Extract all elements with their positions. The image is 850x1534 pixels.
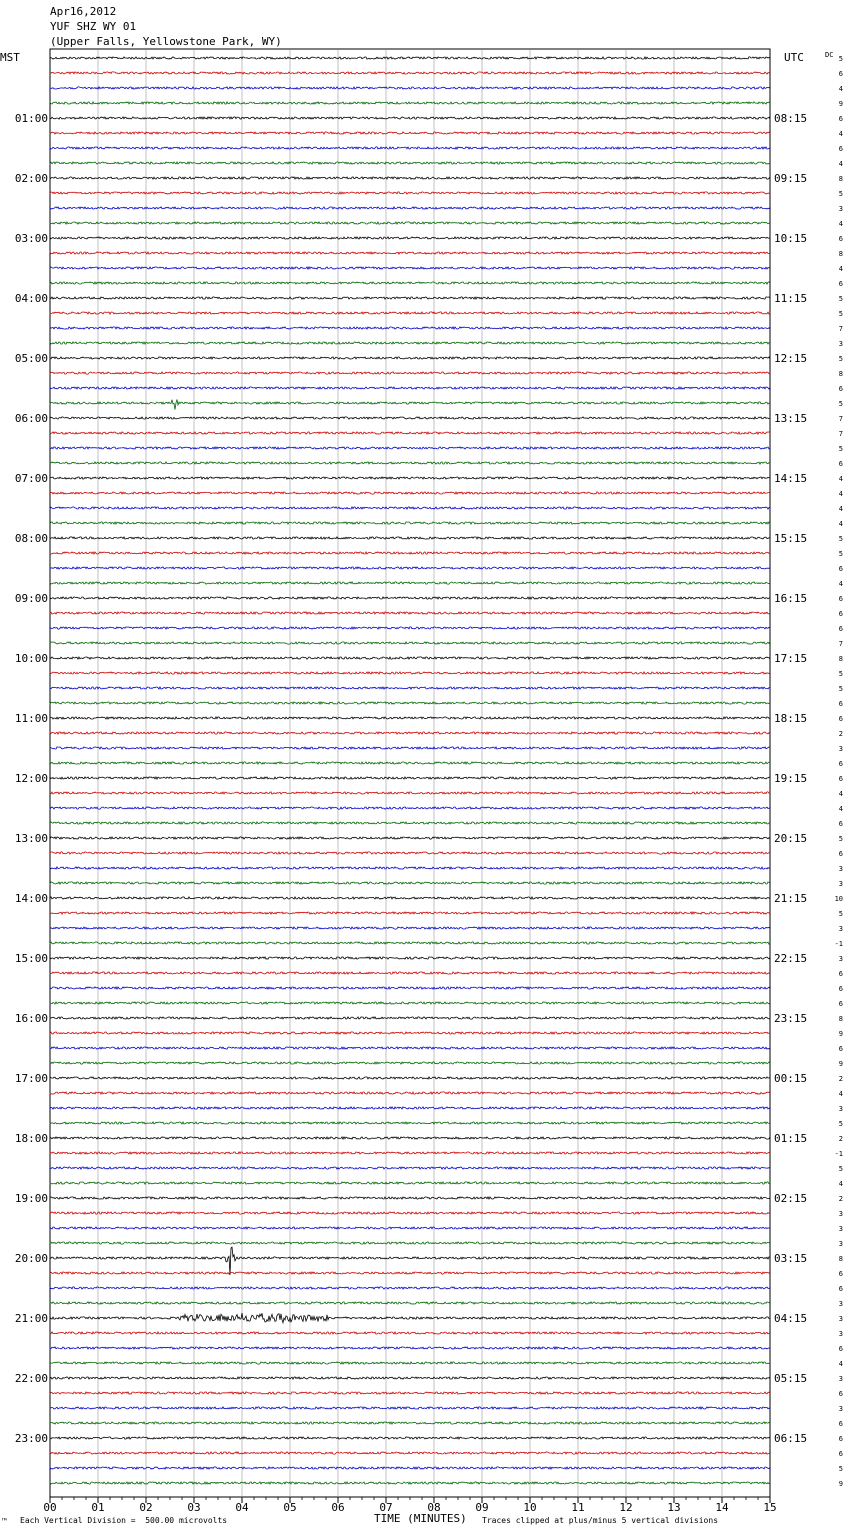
trace-line — [50, 1182, 770, 1184]
trace-line — [50, 507, 770, 509]
x-tick-label: 02 — [139, 1501, 153, 1514]
dc-offset-label: 6 — [838, 1285, 843, 1293]
right-hour-label: 20:15 — [774, 832, 808, 845]
trace-line — [50, 1227, 770, 1229]
dc-offset-label: 7 — [838, 415, 843, 423]
left-hour-label: 13:00 — [14, 832, 48, 845]
right-hour-label: 13:15 — [774, 412, 808, 425]
dc-offset-label: 6 — [838, 625, 843, 633]
dc-offset-label: 3 — [838, 1210, 843, 1218]
dc-offset-label: 3 — [838, 205, 843, 213]
trace-line — [50, 1047, 770, 1049]
dc-offset-label: 6 — [838, 1420, 843, 1428]
trace-line — [50, 252, 770, 254]
trace-line — [50, 417, 770, 419]
trace-line — [50, 1122, 770, 1124]
trace-line — [50, 222, 770, 224]
trace-line — [50, 792, 770, 794]
x-tick-label: 15 — [763, 1501, 777, 1514]
header-location: (Upper Falls, Yellowstone Park, WY) — [50, 35, 282, 48]
left-hour-label: 19:00 — [14, 1192, 48, 1205]
trace-line — [50, 807, 770, 809]
dc-offset-label: 4 — [838, 805, 843, 813]
dc-offset-label: 2 — [838, 1075, 843, 1083]
trace-line — [50, 282, 770, 284]
dc-offset-label: 4 — [838, 505, 843, 513]
trace-line — [50, 237, 770, 239]
corner-mark: ™ — [2, 1517, 7, 1526]
dc-offset-label: -1 — [834, 940, 843, 948]
right-hour-label: 09:15 — [774, 172, 808, 185]
dc-offset-label: 7 — [838, 325, 843, 333]
dc-offset-label: 6 — [838, 610, 843, 618]
left-hour-label: 08:00 — [14, 532, 48, 545]
x-tick-label: 08 — [427, 1501, 441, 1514]
trace-line — [50, 447, 770, 449]
trace-line — [50, 927, 770, 929]
dc-offset-label: 6 — [838, 1270, 843, 1278]
x-tick-label: 12 — [619, 1501, 633, 1514]
left-hour-label: 21:00 — [14, 1312, 48, 1325]
trace-line — [50, 552, 770, 554]
dc-offset-label: 5 — [838, 55, 843, 63]
trace-line — [50, 1247, 770, 1275]
trace-line — [50, 687, 770, 689]
dc-offset-label: 4 — [838, 490, 843, 498]
dc-offset-label: 2 — [838, 730, 843, 738]
trace-line — [50, 1467, 770, 1469]
dc-offset-label: 5 — [838, 1165, 843, 1173]
trace-line — [50, 972, 770, 974]
trace-line — [50, 87, 770, 89]
dc-offset-label: 9 — [838, 1060, 843, 1068]
trace-line — [50, 1313, 770, 1323]
trace-line — [50, 1377, 770, 1379]
trace-line — [50, 582, 770, 584]
dc-offset-label: 5 — [838, 400, 843, 408]
trace-line — [50, 342, 770, 344]
clip-note: Traces clipped at plus/minus 5 vertical divisions — [482, 1516, 719, 1525]
dc-offset-label: 5 — [838, 295, 843, 303]
dc-offset-label: 4 — [838, 1360, 843, 1368]
trace-line — [50, 400, 770, 410]
trace-line — [50, 267, 770, 269]
trace-line — [50, 1437, 770, 1439]
dc-offset-label: 6 — [838, 700, 843, 708]
trace-line — [50, 117, 770, 119]
dc-offset-label: 3 — [838, 1225, 843, 1233]
left-hour-label: 23:00 — [14, 1432, 48, 1445]
trace-line — [50, 192, 770, 194]
right-hour-label: 08:15 — [774, 112, 808, 125]
x-tick-label: 01 — [91, 1501, 105, 1514]
dc-offset-label: 5 — [838, 550, 843, 558]
left-hour-label: 15:00 — [14, 952, 48, 965]
trace-line — [50, 567, 770, 569]
dc-offset-label: 6 — [838, 820, 843, 828]
trace-line — [50, 432, 770, 434]
right-hour-label: 00:15 — [774, 1072, 808, 1085]
dc-offset-label: -1 — [834, 1150, 843, 1158]
trace-line — [50, 387, 770, 389]
x-tick-label: 14 — [715, 1501, 729, 1514]
trace-line — [50, 147, 770, 149]
trace-line — [50, 462, 770, 464]
trace-line — [50, 1032, 770, 1034]
dc-offset-label: 3 — [838, 865, 843, 873]
left-hour-label: 02:00 — [14, 172, 48, 185]
trace-line — [50, 882, 770, 884]
trace-line — [50, 717, 770, 719]
trace-line — [50, 762, 770, 764]
left-hour-label: 17:00 — [14, 1072, 48, 1085]
trace-line — [50, 672, 770, 674]
dc-offset-label: 6 — [838, 70, 843, 78]
trace-line — [50, 822, 770, 824]
trace-line — [50, 897, 770, 899]
right-hour-label: 12:15 — [774, 352, 808, 365]
dc-offset-label: 9 — [838, 1480, 843, 1488]
dc-offset-label: 4 — [838, 130, 843, 138]
trace-line — [50, 477, 770, 479]
trace-line — [50, 1392, 770, 1394]
x-tick-label: 04 — [235, 1501, 249, 1514]
dc-offset-label: 5 — [838, 1120, 843, 1128]
x-tick-label: 05 — [283, 1501, 297, 1514]
trace-line — [50, 372, 770, 374]
dc-offset-label: 6 — [838, 115, 843, 123]
dc-offset-label: 4 — [838, 265, 843, 273]
trace-line — [50, 597, 770, 599]
right-hour-label: 01:15 — [774, 1132, 808, 1145]
dc-offset-label: 6 — [838, 985, 843, 993]
trace-line — [50, 1062, 770, 1064]
left-hour-label: 16:00 — [14, 1012, 48, 1025]
dc-offset-label: 10 — [834, 895, 843, 903]
right-hour-label: 15:15 — [774, 532, 808, 545]
x-tick-label: 09 — [475, 1501, 489, 1514]
x-tick-label: 00 — [43, 1501, 57, 1514]
dc-offset-label: 4 — [838, 790, 843, 798]
dc-offset-label: 4 — [838, 85, 843, 93]
dc-offset-label: 4 — [838, 475, 843, 483]
dc-offset-label: 6 — [838, 1435, 843, 1443]
dc-offset-label: 2 — [838, 1135, 843, 1143]
right-hour-label: 14:15 — [774, 472, 808, 485]
dc-offset-label: 5 — [838, 535, 843, 543]
dc-offset-label: 6 — [838, 595, 843, 603]
x-tick-label: 07 — [379, 1501, 393, 1514]
trace-line — [50, 852, 770, 854]
left-hour-label: 20:00 — [14, 1252, 48, 1265]
dc-offset-label: 8 — [838, 1015, 843, 1023]
dc-offset-label: 8 — [838, 250, 843, 258]
right-hour-label: 03:15 — [774, 1252, 808, 1265]
dc-offset-label: 3 — [838, 1330, 843, 1338]
dc-offset-label: 6 — [838, 460, 843, 468]
x-tick-label: 06 — [331, 1501, 345, 1514]
left-hour-label: 18:00 — [14, 1132, 48, 1145]
trace-line — [50, 957, 770, 959]
trace-line — [50, 867, 770, 869]
right-hour-label: 16:15 — [774, 592, 808, 605]
dc-offset-label: 9 — [838, 100, 843, 108]
dc-offset-label: 4 — [838, 580, 843, 588]
trace-line — [50, 1452, 770, 1454]
trace-line — [50, 1242, 770, 1244]
right-hour-label: 11:15 — [774, 292, 808, 305]
trace-line — [50, 837, 770, 839]
plot-frame — [50, 49, 770, 1497]
dc-offset-label: 5 — [838, 685, 843, 693]
dc-offset-label: 5 — [838, 910, 843, 918]
dc-offset-label: 6 — [838, 235, 843, 243]
dc-offset-label: 5 — [838, 670, 843, 678]
dc-offset-label: 8 — [838, 370, 843, 378]
right-hour-label: 17:15 — [774, 652, 808, 665]
dc-offset-label: 3 — [838, 745, 843, 753]
trace-line — [50, 1362, 770, 1364]
right-hour-label: 04:15 — [774, 1312, 808, 1325]
trace-line — [50, 627, 770, 629]
dc-offset-label: 3 — [838, 1300, 843, 1308]
dc-offset-label: 3 — [838, 1315, 843, 1323]
dc-offset-label: 8 — [838, 655, 843, 663]
dc-offset-label: 6 — [838, 1390, 843, 1398]
x-tick-label: 11 — [571, 1501, 585, 1514]
dc-offset-label: 4 — [838, 160, 843, 168]
left-hour-label: 01:00 — [14, 112, 48, 125]
dc-offset-label: 6 — [838, 1450, 843, 1458]
dc-offset-label: 5 — [838, 355, 843, 363]
x-axis-title: TIME (MINUTES) — [374, 1512, 467, 1525]
trace-line — [50, 1197, 770, 1199]
x-tick-label: 13 — [667, 1501, 681, 1514]
trace-line — [50, 657, 770, 659]
trace-line — [50, 747, 770, 749]
right-timezone-label: UTC — [784, 51, 804, 64]
dc-offset-label: 6 — [838, 565, 843, 573]
dc-offset-label: 7 — [838, 430, 843, 438]
trace-line — [50, 1107, 770, 1109]
trace-line — [50, 1332, 770, 1334]
right-hour-label: 21:15 — [774, 892, 808, 905]
dc-offset-label: 3 — [838, 1375, 843, 1383]
trace-line — [50, 1167, 770, 1169]
dc-offset-label: 5 — [838, 190, 843, 198]
dc-offset-label: 3 — [838, 1240, 843, 1248]
dc-offset-label: 6 — [838, 1000, 843, 1008]
dc-offset-label: 4 — [838, 220, 843, 228]
trace-line — [50, 987, 770, 989]
trace-line — [50, 522, 770, 524]
dc-offset-label: 5 — [838, 835, 843, 843]
left-hour-label: 06:00 — [14, 412, 48, 425]
trace-line — [50, 1017, 770, 1019]
left-hour-label: 09:00 — [14, 592, 48, 605]
trace-line — [50, 1407, 770, 1409]
right-hour-label: 06:15 — [774, 1432, 808, 1445]
trace-line — [50, 1077, 770, 1079]
dc-offset-label: 6 — [838, 1045, 843, 1053]
trace-line — [50, 1152, 770, 1154]
dc-offset-label: 6 — [838, 715, 843, 723]
trace-line — [50, 1212, 770, 1214]
dc-offset-label: 4 — [838, 1090, 843, 1098]
dc-offset-label: 6 — [838, 760, 843, 768]
right-hour-label: 18:15 — [774, 712, 808, 725]
dc-offset-label: 6 — [838, 775, 843, 783]
dc-offset-label: 3 — [838, 340, 843, 348]
dc-offset-label: 6 — [838, 850, 843, 858]
scale-note: Each Vertical Division = 500.00 microvolts — [20, 1516, 228, 1525]
left-hour-label: 10:00 — [14, 652, 48, 665]
right-hour-label: 23:15 — [774, 1012, 808, 1025]
trace-line — [50, 537, 770, 539]
trace-line — [50, 1137, 770, 1139]
right-hour-label: 22:15 — [774, 952, 808, 965]
dc-offset-label: 5 — [838, 1465, 843, 1473]
dc-offset-label: 3 — [838, 1405, 843, 1413]
trace-line — [50, 357, 770, 359]
x-tick-label: 10 — [523, 1501, 537, 1514]
trace-line — [50, 702, 770, 704]
dc-offset-label: 2 — [838, 1195, 843, 1203]
x-tick-label: 03 — [187, 1501, 201, 1514]
trace-line — [50, 1422, 770, 1424]
dc-offset-label: 5 — [838, 445, 843, 453]
dc-offset-label: 7 — [838, 640, 843, 648]
dc-offset-label: 6 — [838, 145, 843, 153]
dc-offset-label: 5 — [838, 310, 843, 318]
trace-line — [50, 57, 770, 59]
left-timezone-label: MST — [0, 51, 20, 64]
right-hour-label: 02:15 — [774, 1192, 808, 1205]
dc-offset-label: 3 — [838, 1105, 843, 1113]
left-hour-label: 03:00 — [14, 232, 48, 245]
dc-offset-label: 6 — [838, 385, 843, 393]
dc-offset-label: 3 — [838, 925, 843, 933]
left-hour-label: 22:00 — [14, 1372, 48, 1385]
trace-line — [50, 327, 770, 329]
trace-line — [50, 177, 770, 179]
left-hour-label: 12:00 — [14, 772, 48, 785]
dc-offset-label: 3 — [838, 880, 843, 888]
trace-line — [50, 1287, 770, 1289]
trace-line — [50, 492, 770, 494]
trace-line — [50, 207, 770, 209]
dc-header-label: DC — [825, 51, 834, 59]
dc-offset-label: 6 — [838, 280, 843, 288]
right-hour-label: 05:15 — [774, 1372, 808, 1385]
left-hour-label: 14:00 — [14, 892, 48, 905]
left-hour-label: 04:00 — [14, 292, 48, 305]
header-date: Apr16,2012 — [50, 5, 117, 18]
trace-line — [50, 162, 770, 164]
header-station: YUF SHZ WY 01 — [50, 20, 137, 33]
dc-offset-label: 4 — [838, 1180, 843, 1188]
right-hour-label: 19:15 — [774, 772, 808, 785]
dc-offset-label: 9 — [838, 1030, 843, 1038]
trace-line — [50, 1302, 770, 1304]
dc-offset-label: 8 — [838, 1255, 843, 1263]
trace-line — [50, 297, 770, 299]
trace-line — [50, 1092, 770, 1094]
trace-line — [50, 1482, 770, 1484]
trace-line — [50, 1272, 770, 1274]
dc-offset-label: 3 — [838, 955, 843, 963]
left-hour-label: 11:00 — [14, 712, 48, 725]
trace-line — [50, 102, 770, 104]
trace-line — [50, 312, 770, 314]
left-hour-label: 07:00 — [14, 472, 48, 485]
trace-line — [50, 642, 770, 644]
trace-line — [50, 1002, 770, 1004]
trace-line — [50, 1347, 770, 1349]
dc-offset-label: 6 — [838, 1345, 843, 1353]
trace-line — [50, 132, 770, 134]
trace-line — [50, 912, 770, 914]
trace-line — [50, 72, 770, 74]
dc-offset-label: 4 — [838, 520, 843, 528]
dc-offset-label: 6 — [838, 970, 843, 978]
trace-line — [50, 612, 770, 614]
left-hour-label: 05:00 — [14, 352, 48, 365]
trace-line — [50, 777, 770, 779]
trace-line — [50, 942, 770, 944]
right-hour-label: 10:15 — [774, 232, 808, 245]
trace-line — [50, 732, 770, 734]
dc-offset-label: 8 — [838, 175, 843, 183]
